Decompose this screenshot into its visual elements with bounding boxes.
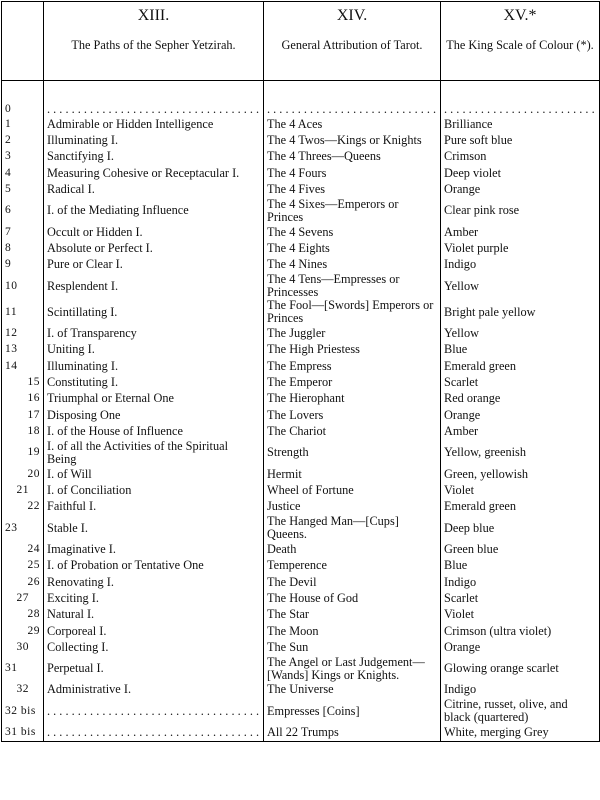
row-number: 18 (2, 423, 44, 439)
path-cell: Renovating I. (44, 574, 264, 590)
tarot-cell: The 4 Nines (264, 257, 441, 273)
tarot-cell: The 4 Threes—Queens (264, 149, 441, 165)
colour-cell: . . . . . . . . . . . . . . . . . . . . . . . . . (441, 94, 600, 116)
table-row (2, 499, 600, 515)
tarot-cell: The Sun (264, 639, 441, 655)
colour-cell: Yellow, greenish (441, 440, 600, 466)
colour-cell: Amber (441, 423, 600, 439)
row-number: 20 (2, 466, 44, 482)
tarot-cell: The Emperor (264, 374, 441, 390)
colour-cell: White, merging Grey (441, 724, 600, 741)
table-row (2, 574, 600, 590)
colour-cell: Indigo (441, 257, 600, 273)
path-cell: Sanctifying I. (44, 149, 264, 165)
tarot-cell: The Hierophant (264, 391, 441, 407)
header-colour-title: The King Scale of Colour (*). (446, 38, 594, 52)
tarot-cell: The Angel or Last Judgement—[Wands] Kings or Knights. (264, 656, 441, 682)
row-number: 19 (2, 440, 44, 466)
table-row (2, 374, 600, 390)
colour-cell: Deep blue (441, 515, 600, 541)
row-number: 30 (2, 639, 44, 655)
path-cell: Absolute or Perfect I. (44, 240, 264, 256)
path-cell: Disposing One (44, 407, 264, 423)
path-cell: Measuring Cohesive or Receptacular I. (44, 165, 264, 181)
header-row (2, 2, 600, 81)
table-row (2, 407, 600, 423)
path-cell: I. of the Mediating Influence (44, 198, 264, 224)
row-number: 9 (2, 257, 44, 273)
spacer-cell (264, 81, 441, 95)
row-number: 13 (2, 342, 44, 358)
row-number: 28 (2, 607, 44, 623)
path-cell: Faithful I. (44, 499, 264, 515)
tarot-cell: Death (264, 541, 441, 557)
colour-cell: Glowing orange scarlet (441, 656, 600, 682)
tarot-cell: Strength (264, 440, 441, 466)
table-row (2, 541, 600, 557)
row-number: 5 (2, 182, 44, 198)
row-number: 29 (2, 623, 44, 639)
tarot-cell: The 4 Fours (264, 165, 441, 181)
colour-cell: Clear pink rose (441, 198, 600, 224)
table-row (2, 682, 600, 698)
tarot-cell: The Hanged Man—[Cups] Queens. (264, 515, 441, 541)
path-cell: Collecting I. (44, 639, 264, 655)
tarot-cell: The Devil (264, 574, 441, 590)
header-paths (44, 2, 264, 81)
tarot-cell: The Juggler (264, 325, 441, 341)
colour-cell: Indigo (441, 682, 600, 698)
tarot-cell: The High Priestess (264, 342, 441, 358)
colour-cell: Scarlet (441, 374, 600, 390)
tarot-cell: The Empress (264, 358, 441, 374)
colour-cell: Violet (441, 482, 600, 498)
table-row (2, 198, 600, 224)
colour-cell: Deep violet (441, 165, 600, 181)
path-cell: Occult or Hidden I. (44, 224, 264, 240)
row-number: 8 (2, 240, 44, 256)
colour-cell: Blue (441, 557, 600, 573)
path-cell: Admirable or Hidden Intelligence (44, 116, 264, 132)
row-number: 0 (2, 94, 44, 116)
path-cell: I. of Probation or Tentative One (44, 557, 264, 573)
colour-cell: Indigo (441, 574, 600, 590)
path-cell: Illuminating I. (44, 358, 264, 374)
tarot-cell: All 22 Trumps (264, 724, 441, 741)
row-number: 24 (2, 541, 44, 557)
row-number: 14 (2, 358, 44, 374)
table-row (2, 391, 600, 407)
table-row (2, 724, 600, 741)
header-paths-title: The Paths of the Sepher Yetzirah. (71, 38, 236, 52)
table-row (2, 440, 600, 466)
path-cell: . . . . . . . . . . . . . . . . . . . . . . . . . . . . . . . . . . . (44, 724, 264, 741)
table-row (2, 656, 600, 682)
path-cell: Perpetual I. (44, 656, 264, 682)
path-cell: Stable I. (44, 515, 264, 541)
header-tarot-title: General Attribution of Tarot. (281, 38, 423, 52)
colour-cell: Red orange (441, 391, 600, 407)
colour-cell: Yellow (441, 325, 600, 341)
tarot-cell: The Fool—[Swords] Emperors or Princes (264, 299, 441, 325)
colour-cell: Citrine, russet, olive, and black (quartered) (441, 698, 600, 724)
tarot-cell: The 4 Tens—Empresses or Princesses (264, 273, 441, 299)
colour-cell: Bright pale yellow (441, 299, 600, 325)
row-number: 26 (2, 574, 44, 590)
path-cell: Uniting I. (44, 342, 264, 358)
colour-cell: Amber (441, 224, 600, 240)
path-cell: I. of Will (44, 466, 264, 482)
row-number: 31 (2, 656, 44, 682)
colour-cell: Violet (441, 607, 600, 623)
tarot-cell: Empresses [Coins] (264, 698, 441, 724)
path-cell: Corporeal I. (44, 623, 264, 639)
colour-cell: Emerald green (441, 499, 600, 515)
table-row (2, 557, 600, 573)
path-cell: Exciting I. (44, 590, 264, 606)
path-cell: I. of the House of Influence (44, 423, 264, 439)
tarot-cell: Justice (264, 499, 441, 515)
colour-cell: Scarlet (441, 590, 600, 606)
tarot-cell: The 4 Sevens (264, 224, 441, 240)
table-row (2, 482, 600, 498)
table-row (2, 94, 600, 116)
row-number: 1 (2, 116, 44, 132)
colour-cell: Orange (441, 639, 600, 655)
colour-cell: Emerald green (441, 358, 600, 374)
path-cell: I. of all the Activities of the Spiritual Being (44, 440, 264, 466)
path-cell: Natural I. (44, 607, 264, 623)
path-cell: Triumphal or Eternal One (44, 391, 264, 407)
tarot-cell: The House of God (264, 590, 441, 606)
table-row (2, 639, 600, 655)
table-row (2, 240, 600, 256)
row-number: 32 (2, 682, 44, 698)
colour-cell: Pure soft blue (441, 132, 600, 148)
table-row (2, 623, 600, 639)
colour-cell: Yellow (441, 273, 600, 299)
path-cell: Pure or Clear I. (44, 257, 264, 273)
spacer-cell (441, 81, 600, 95)
table-row (2, 342, 600, 358)
colour-cell: Orange (441, 182, 600, 198)
tarot-cell: The Chariot (264, 423, 441, 439)
colour-cell: Green blue (441, 541, 600, 557)
path-cell: I. of Transparency (44, 325, 264, 341)
header-colour-numeral: XV.* (503, 7, 537, 24)
table-row (2, 698, 600, 724)
table-row (2, 224, 600, 240)
row-number: 22 (2, 499, 44, 515)
tarot-cell: The 4 Fives (264, 182, 441, 198)
colour-cell: Violet purple (441, 240, 600, 256)
row-number: 12 (2, 325, 44, 341)
row-number: 27 (2, 590, 44, 606)
table-row (2, 590, 600, 606)
path-cell: Scintillating I. (44, 299, 264, 325)
row-number: 7 (2, 224, 44, 240)
colour-cell: Crimson (ultra violet) (441, 623, 600, 639)
colour-cell: Green, yellowish (441, 466, 600, 482)
table-row (2, 607, 600, 623)
path-cell: Resplendent I. (44, 273, 264, 299)
spacer-cell (2, 81, 44, 95)
row-number: 4 (2, 165, 44, 181)
table-row (2, 423, 600, 439)
table-row (2, 325, 600, 341)
path-cell: Constituting I. (44, 374, 264, 390)
row-number: 3 (2, 149, 44, 165)
tarot-cell: . . . . . . . . . . . . . . . . . . . . . . . . . . . . (264, 94, 441, 116)
table-row (2, 182, 600, 198)
row-number: 21 (2, 482, 44, 498)
tarot-cell: Wheel of Fortune (264, 482, 441, 498)
row-number: 17 (2, 407, 44, 423)
row-number: 10 (2, 273, 44, 299)
tarot-cell: The 4 Sixes—Emperors or Princes (264, 198, 441, 224)
path-cell: . . . . . . . . . . . . . . . . . . . . . . . . . . . . . . . . . . . (44, 94, 264, 116)
row-number: 31 bis (2, 724, 44, 741)
row-number: 23 (2, 515, 44, 541)
header-colour (441, 2, 600, 81)
tarot-cell: Hermit (264, 466, 441, 482)
path-cell: Illuminating I. (44, 132, 264, 148)
tarot-cell: The Universe (264, 682, 441, 698)
table-row (2, 132, 600, 148)
path-cell: Radical I. (44, 182, 264, 198)
row-number: 16 (2, 391, 44, 407)
colour-cell: Blue (441, 342, 600, 358)
table-body (2, 81, 600, 742)
colour-cell: Brilliance (441, 116, 600, 132)
header-paths-numeral: XIII. (137, 7, 170, 24)
row-number: 11 (2, 299, 44, 325)
colour-cell: Crimson (441, 149, 600, 165)
table-row (2, 149, 600, 165)
row-number: 2 (2, 132, 44, 148)
tarot-cell: The Star (264, 607, 441, 623)
table-row (2, 358, 600, 374)
table-row (2, 165, 600, 181)
row-number: 15 (2, 374, 44, 390)
table-row (2, 466, 600, 482)
correspondence-table (1, 1, 600, 742)
table-row (2, 116, 600, 132)
row-number: 32 bis (2, 698, 44, 724)
header-number-cell (2, 2, 44, 81)
tarot-cell: The 4 Twos—Kings or Knights (264, 132, 441, 148)
spacer-cell (44, 81, 264, 95)
table-row (2, 299, 600, 325)
tarot-cell: The 4 Eights (264, 240, 441, 256)
colour-cell: Orange (441, 407, 600, 423)
table-row (2, 273, 600, 299)
path-cell: Imaginative I. (44, 541, 264, 557)
tarot-cell: The 4 Aces (264, 116, 441, 132)
path-cell: Administrative I. (44, 682, 264, 698)
spacer-row (2, 81, 600, 95)
tarot-cell: The Moon (264, 623, 441, 639)
tarot-cell: Temperence (264, 557, 441, 573)
table-row (2, 515, 600, 541)
header-tarot (264, 2, 441, 81)
table-row (2, 257, 600, 273)
path-cell: . . . . . . . . . . . . . . . . . . . . . . . . . . . . . . . . . . . (44, 698, 264, 724)
header-tarot-numeral: XIV. (336, 7, 368, 24)
path-cell: I. of Conciliation (44, 482, 264, 498)
row-number: 25 (2, 557, 44, 573)
row-number: 6 (2, 198, 44, 224)
tarot-cell: The Lovers (264, 407, 441, 423)
